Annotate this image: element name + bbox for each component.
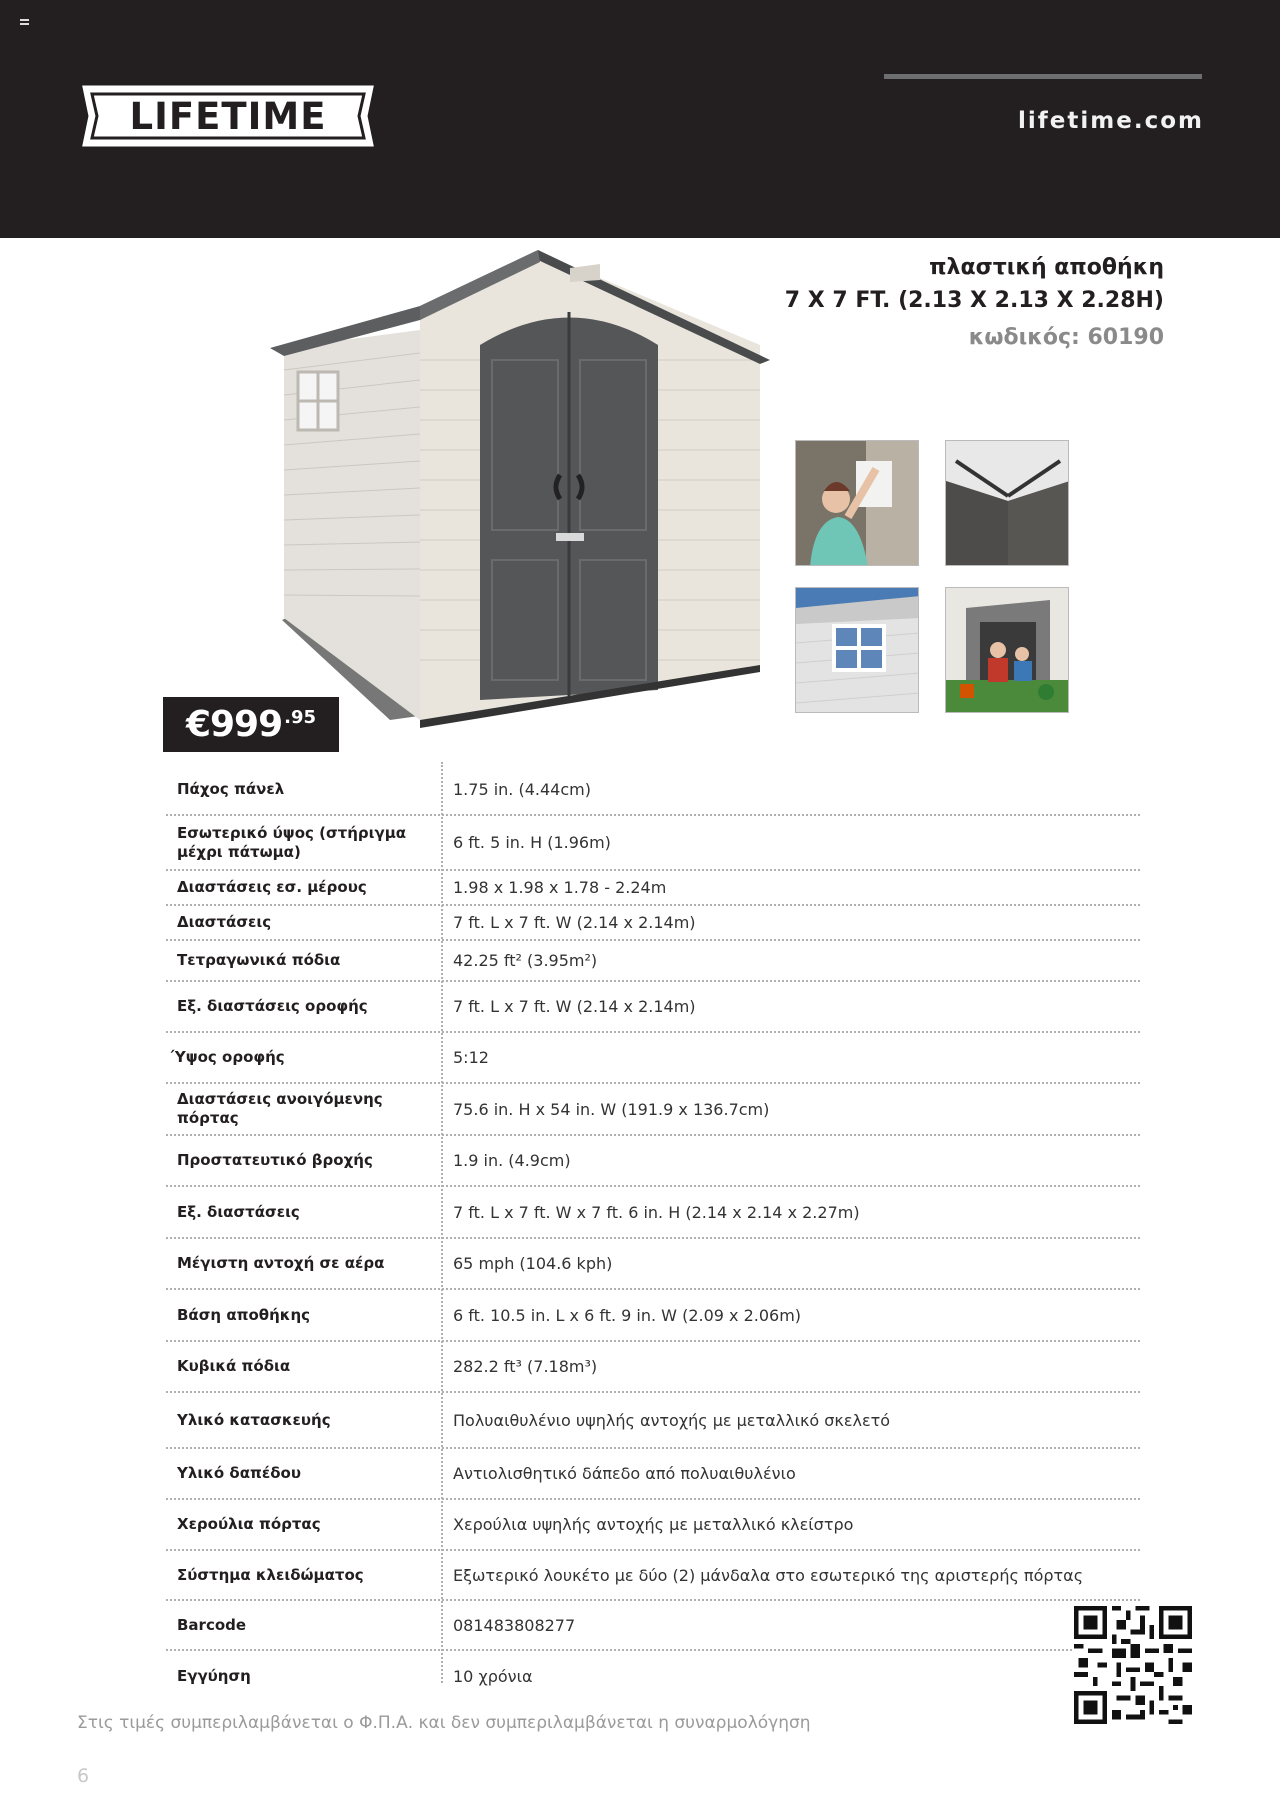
lifetime-logo[interactable] <box>78 83 378 149</box>
spec-row <box>166 1500 1140 1551</box>
spec-row <box>166 1187 1140 1239</box>
spec-label: Πάχος πάνελ <box>177 780 285 798</box>
spec-row <box>166 1084 1140 1136</box>
spec-label: Προστατευτικό βροχής <box>177 1151 373 1169</box>
spec-value: 1.9 in. (4.9cm) <box>453 1151 571 1170</box>
spec-row <box>166 1651 1140 1701</box>
spec-value: Χερούλια υψηλής αντοχής με μεταλλικό κλείστρο <box>453 1515 854 1534</box>
spec-label: Κυβικά πόδια <box>177 1357 291 1375</box>
spec-value: 1.75 in. (4.44cm) <box>453 780 591 799</box>
spec-value: 282.2 ft³ (7.18m³) <box>453 1357 598 1376</box>
spec-label: Βάση αποθήκης <box>177 1305 311 1324</box>
spec-label: Διαστάσεις ανοιγόμενης πόρτας <box>177 1090 383 1127</box>
spec-value: Εξωτερικό λουκέτο με δύο (2) μάνδαλα στο εσωτερικό της αριστερής πόρτας <box>453 1565 1084 1585</box>
price-badge <box>163 697 339 752</box>
spec-label: Εξ. διαστάσεις <box>177 1202 300 1221</box>
spec-value: 65 mph (104.6 kph) <box>453 1254 613 1273</box>
spec-row <box>166 906 1140 941</box>
spec-value: Πολυαιθυλένιο υψηλής αντοχής με μεταλλικό σκελετό <box>453 1410 891 1430</box>
spec-value: 1.98 x 1.98 x 1.78 - 2.24m <box>453 878 667 897</box>
product-size: 7 X 7 FT. (2.13 X 2.13 X 2.28H) <box>784 288 1164 313</box>
spec-label: Μέγιστη αντοχή σε αέρα <box>177 1254 385 1272</box>
spec-row <box>166 1290 1140 1342</box>
spec-row <box>166 1342 1140 1393</box>
spec-value: 10 χρόνια <box>453 1666 533 1686</box>
shed-main-image <box>270 250 770 730</box>
spec-row <box>166 816 1140 871</box>
spec-label: Εσωτερικό ύψος (στήριγμα μέχρι πάτωμα) <box>177 823 407 861</box>
spec-label: Τετραγωνικά πόδια <box>177 951 341 969</box>
spec-table <box>166 765 1140 1701</box>
spec-row <box>166 1393 1140 1449</box>
spec-value: 081483808277 <box>453 1615 576 1635</box>
thumbnail-roof-skylight[interactable] <box>945 440 1069 566</box>
page-number: 6 <box>77 1765 90 1787</box>
spec-value: 7 ft. L x 7 ft. W x 7 ft. 6 in. H (2.14 x 2.14 x 2.27m) <box>453 1202 860 1222</box>
vat-footnote: Στις τιμές συμπεριλαμβάνεται ο Φ.Π.Α. και δεν συμπεριλαμβάνεται η συναρμολόγηση <box>77 1713 811 1733</box>
spec-label: Σύστημα κλειδώματος <box>177 1565 364 1584</box>
spec-row <box>166 982 1140 1033</box>
spec-label: Χερούλια πόρτας <box>177 1515 321 1533</box>
spec-row <box>166 1136 1140 1187</box>
site-url-link[interactable]: lifetime.com <box>1018 108 1204 134</box>
product-heading <box>785 252 1164 358</box>
spec-value: 75.6 in. H x 54 in. W (191.9 x 136.7cm) <box>453 1099 770 1119</box>
qr-code[interactable] <box>1074 1606 1192 1724</box>
menu-icon[interactable] <box>20 19 29 26</box>
spec-label: Ύψος οροφής <box>171 1048 285 1066</box>
spec-label: Εξ. διαστάσεις οροφής <box>177 997 368 1015</box>
price-main: €999 <box>185 704 283 745</box>
price-cents: .95 <box>284 707 317 728</box>
spec-value: 5:12 <box>453 1048 489 1067</box>
spec-label: Υλικό δαπέδου <box>177 1464 301 1482</box>
spec-label: Διαστάσεις <box>177 913 272 931</box>
spec-row <box>166 1239 1140 1290</box>
header-band <box>0 0 1280 238</box>
spec-row <box>166 1033 1140 1084</box>
spec-label: Barcode <box>177 1615 247 1634</box>
spec-label: Υλικό κατασκευής <box>177 1410 331 1429</box>
spec-row <box>166 941 1140 982</box>
spec-label: Διαστάσεις εσ. μέρους <box>177 878 367 896</box>
spec-value: 7 ft. L x 7 ft. W (2.14 x 2.14m) <box>453 913 696 932</box>
thumbnail-woman-installing[interactable] <box>795 440 919 566</box>
spec-row <box>166 1551 1140 1601</box>
product-code: κωδικός: 60190 <box>968 325 1164 350</box>
spec-row <box>166 871 1140 906</box>
spec-row <box>166 1449 1140 1500</box>
logo-text: LIFETIME <box>129 94 327 138</box>
spec-row <box>166 1601 1140 1651</box>
thumbnail-family-gardening[interactable] <box>945 587 1069 713</box>
spec-label: Εγγύηση <box>177 1666 251 1685</box>
spec-value: 7 ft. L x 7 ft. W (2.14 x 2.14m) <box>453 997 696 1016</box>
header-rule <box>884 74 1202 79</box>
spec-value: Αντιολισθητικό δάπεδο από πολυαιθυλένιο <box>453 1464 796 1483</box>
spec-value: 6 ft. 5 in. H (1.96m) <box>453 833 611 852</box>
spec-value: 6 ft. 10.5 in. L x 6 ft. 9 in. W (2.09 x 2.06m) <box>453 1305 802 1325</box>
product-name: πλαστική αποθήκη <box>929 255 1164 280</box>
spec-value: 42.25 ft² (3.95m²) <box>453 951 598 970</box>
thumbnail-shed-window[interactable] <box>795 587 919 713</box>
spec-row <box>166 765 1140 816</box>
